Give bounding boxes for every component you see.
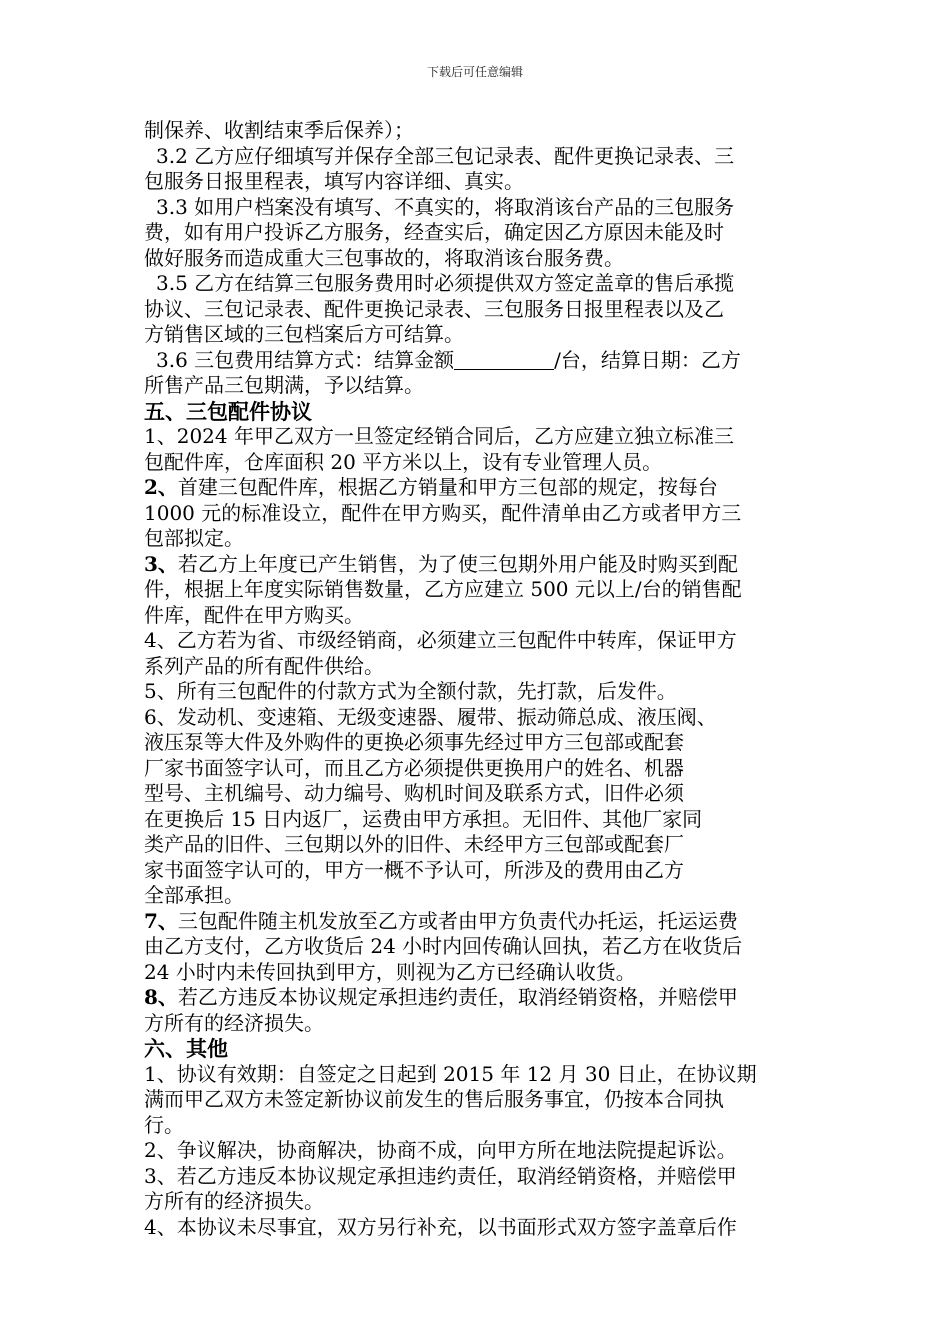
text-line: 型号、主机编号、动力编号、购机时间及联系方式，旧件必须 <box>144 781 684 805</box>
section-heading-6: 六、其他 <box>144 1036 228 1061</box>
page-header-note: 下载后可任意编辑 <box>426 65 523 79</box>
item-number: 7、 <box>144 908 178 933</box>
text-line: 2、争议解决，协商解决，协商不成，向甲方所在地法院提起诉讼。 <box>144 1138 737 1162</box>
text-line: 做好服务而造成重大三包事故的，将取消该台服务费。 <box>144 245 624 270</box>
text-line: 液压泵等大件及外购件的更换必须事先经过甲方三包部或配套 <box>144 730 684 754</box>
text-line: 厂家书面签字认可，而且乙方必须提供更换用户的姓名、机器 <box>144 755 684 780</box>
item-text: 若乙方上年度已产生销售，为了使三包期外用户能及时购买到配 <box>177 551 738 576</box>
text-line: 制保养、收割结束季后保养）； <box>144 118 414 142</box>
text-line: 由乙方支付，乙方收货后 24 小时内回传确认回执，若乙方在收货后 <box>144 934 743 958</box>
text-line: 行。 <box>144 1112 184 1137</box>
item-number: 8、 <box>144 985 178 1009</box>
text-line: 3.2 乙方应仔细填写并保存全部三包记录表、配件更换记录表、三 <box>156 143 735 168</box>
text-line: 家书面签字认可的，甲方一概不予认可，所涉及的费用由乙方 <box>144 857 684 882</box>
text-line: 3、若乙方违反本协议规定承担违约责任，取消经销资格，并赔偿甲 <box>144 1163 737 1188</box>
text-line: 方销售区域的三包档案后方可结算。 <box>144 322 464 346</box>
text-line: 类产品的旧件、三包期以外的旧件、未经甲方三包部或配套厂 <box>144 832 684 856</box>
text-line: 5、所有三包配件的付款方式为全额付款，先打款，后发件。 <box>144 679 677 703</box>
text-line: 包服务日报里程表，填写内容详细、真实。 <box>144 169 524 193</box>
text-line: 件，根据上年度实际销售数量，乙方应建立 500 元以上/台的销售配 <box>144 577 742 601</box>
text-line: 包部拟定。 <box>144 526 244 550</box>
text-line: 满而甲乙双方未签定新协议前发生的售后服务事宜，仍按本合同执 <box>144 1087 724 1111</box>
text-line: 方所有的经济损失。 <box>144 1010 324 1035</box>
settlement-label: 3.6 三包费用结算方式：结算金额 <box>156 347 455 372</box>
text-line: 费，如有用户投诉乙方服务，经查实后，确定因乙方原因未能及时 <box>144 220 724 244</box>
list-item-line <box>144 985 824 1011</box>
list-item-line <box>144 552 824 578</box>
text-line: 6、发动机、变速箱、无级变速器、履带、振动筛总成、液压阀、 <box>144 704 717 729</box>
text-line: 1、协议有效期：自签定之日起到 2015 年 12 月 30 日止，在协议期 <box>144 1061 757 1086</box>
list-item-line <box>144 909 824 935</box>
text-line: 3.5 乙方在结算三包服务费用时必须提供双方签定盖章的售后承揽 <box>156 271 735 295</box>
text-line: 4、本协议未尽事宜，双方另行补充，以书面形式双方签字盖章后作 <box>144 1214 737 1239</box>
document-body <box>144 118 824 1240</box>
item-text: 三包配件随主机发放至乙方或者由甲方负责代办托运，托运运费 <box>177 908 738 933</box>
settlement-date-label: /台，结算日期：乙方 <box>554 347 741 372</box>
settlement-amount-blank[interactable] <box>454 349 554 370</box>
text-line: 4、乙方若为省、市级经销商，必须建立三包配件中转库，保证甲方 <box>144 628 737 652</box>
text-line: 全部承担。 <box>144 883 244 907</box>
item-number: 3、 <box>144 551 178 576</box>
text-line: 24 小时内未传回执到甲方，则视为乙方已经确认收货。 <box>144 959 636 984</box>
text-line: 1、2024 年甲乙双方一旦签定经销合同后，乙方应建立独立标准三 <box>144 424 734 448</box>
text-line: 在更换后 15 日内返厂，运费由甲方承担。无旧件、其他厂家同 <box>144 806 703 831</box>
item-text: 首建三包配件库，根据乙方销量和甲方三包部的规定，按每台 <box>177 475 718 499</box>
text-line: 系列产品的所有配件供给。 <box>144 653 384 678</box>
text-line: 3.3 如用户档案没有填写、不真实的，将取消该台产品的三包服务 <box>156 194 735 219</box>
text-line: 协议、三包记录表、配件更换记录表、三包服务日报里程表以及乙 <box>144 296 724 321</box>
item-number: 2、 <box>144 475 178 499</box>
list-item-line <box>144 475 824 501</box>
settlement-line <box>144 348 824 374</box>
section-heading-5: 五、三包配件协议 <box>144 398 312 424</box>
item-text: 若乙方违反本协议规定承担违约责任，取消经销资格，并赔偿甲 <box>177 985 738 1009</box>
text-line: 1000 元的标准设立，配件在甲方购买，配件清单由乙方或者甲方三 <box>144 500 742 525</box>
text-line: 件库，配件在甲方购买。 <box>144 602 364 627</box>
text-line: 所售产品三包期满，予以结算。 <box>144 373 424 397</box>
text-line: 包配件库，仓库面积 20 平方米以上，设有专业管理人员。 <box>144 449 663 474</box>
text-line: 方所有的经济损失。 <box>144 1189 324 1213</box>
